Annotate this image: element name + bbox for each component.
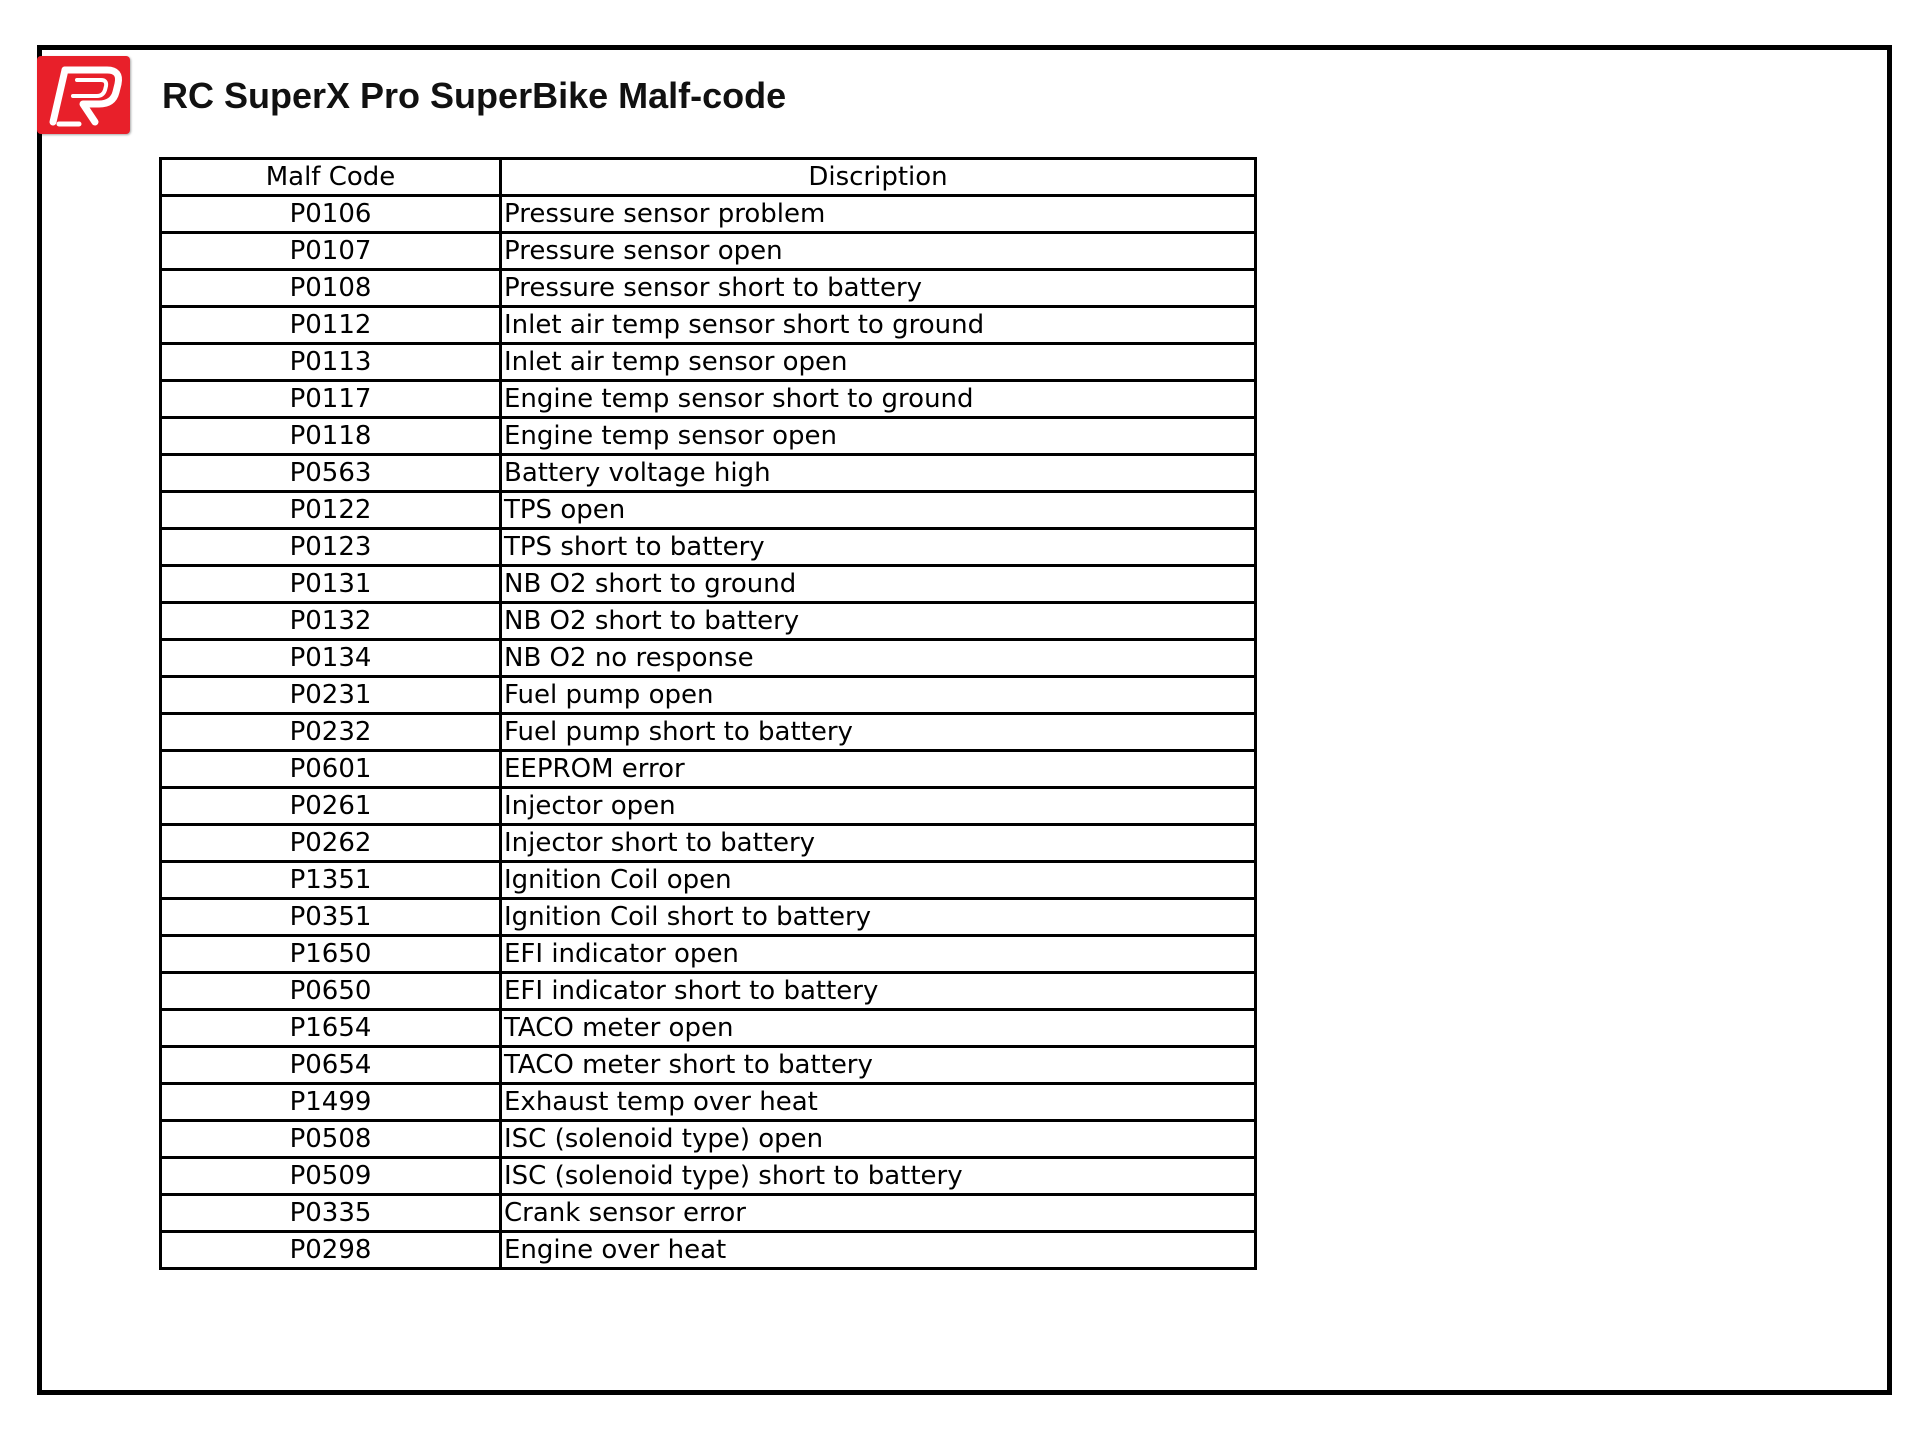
- description-cell: Engine temp sensor short to ground: [501, 381, 1256, 418]
- table-row: [161, 455, 1256, 492]
- table-header-row: [161, 159, 1256, 196]
- description-cell: Crank sensor error: [501, 1195, 1256, 1232]
- description-cell: Pressure sensor problem: [501, 196, 1256, 233]
- description-cell: TPS short to battery: [501, 529, 1256, 566]
- malf-code-cell: P0231: [161, 677, 501, 714]
- column-header-description: Discription: [501, 159, 1256, 196]
- description-cell: Ignition Coil open: [501, 862, 1256, 899]
- description-cell: Exhaust temp over heat: [501, 1084, 1256, 1121]
- description-cell: Injector short to battery: [501, 825, 1256, 862]
- malf-code-cell: P1351: [161, 862, 501, 899]
- table-row: [161, 714, 1256, 751]
- page-title: RC SuperX Pro SuperBike Malf-code: [162, 75, 787, 116]
- malf-code-cell: P0298: [161, 1232, 501, 1269]
- malf-code-cell: P1499: [161, 1084, 501, 1121]
- malf-code-cell: P0131: [161, 566, 501, 603]
- table-row: [161, 603, 1256, 640]
- malf-code-cell: P0563: [161, 455, 501, 492]
- description-cell: NB O2 short to ground: [501, 566, 1256, 603]
- table-row: [161, 270, 1256, 307]
- malf-code-cell: P0112: [161, 307, 501, 344]
- description-cell: Injector open: [501, 788, 1256, 825]
- table-row: [161, 529, 1256, 566]
- malf-code-cell: P0107: [161, 233, 501, 270]
- description-cell: Fuel pump open: [501, 677, 1256, 714]
- malf-code-cell: P0650: [161, 973, 501, 1010]
- description-cell: Engine temp sensor open: [501, 418, 1256, 455]
- description-cell: TPS open: [501, 492, 1256, 529]
- description-cell: EFI indicator short to battery: [501, 973, 1256, 1010]
- malf-code-cell: P0601: [161, 751, 501, 788]
- malf-code-cell: P0509: [161, 1158, 501, 1195]
- malf-code-cell: P0134: [161, 640, 501, 677]
- table-row: [161, 788, 1256, 825]
- malf-code-cell: P0123: [161, 529, 501, 566]
- description-cell: ISC (solenoid type) short to battery: [501, 1158, 1256, 1195]
- r-logo-icon: [37, 56, 130, 134]
- table-row: [161, 196, 1256, 233]
- table-row: [161, 1047, 1256, 1084]
- table-row: [161, 825, 1256, 862]
- table-row: [161, 381, 1256, 418]
- table-row: [161, 751, 1256, 788]
- malf-code-cell: P0232: [161, 714, 501, 751]
- table-row: [161, 677, 1256, 714]
- malf-code-table: [159, 157, 1257, 1270]
- table-row: [161, 233, 1256, 270]
- malf-code-cell: P0132: [161, 603, 501, 640]
- table-row: [161, 344, 1256, 381]
- malf-code-cell: P1650: [161, 936, 501, 973]
- table-row: [161, 1232, 1256, 1269]
- malf-code-cell: P0262: [161, 825, 501, 862]
- table-row: [161, 899, 1256, 936]
- malf-code-cell: P0508: [161, 1121, 501, 1158]
- description-cell: TACO meter open: [501, 1010, 1256, 1047]
- malf-code-cell: P0106: [161, 196, 501, 233]
- malf-code-cell: P0113: [161, 344, 501, 381]
- table-row: [161, 973, 1256, 1010]
- table-row: [161, 1010, 1256, 1047]
- description-cell: Battery voltage high: [501, 455, 1256, 492]
- description-cell: Pressure sensor short to battery: [501, 270, 1256, 307]
- description-cell: NB O2 short to battery: [501, 603, 1256, 640]
- malf-code-cell: P0117: [161, 381, 501, 418]
- description-cell: Pressure sensor open: [501, 233, 1256, 270]
- malf-code-cell: P0122: [161, 492, 501, 529]
- table-row: [161, 566, 1256, 603]
- malf-code-cell: P0261: [161, 788, 501, 825]
- description-cell: Fuel pump short to battery: [501, 714, 1256, 751]
- description-cell: Ignition Coil short to battery: [501, 899, 1256, 936]
- table-row: [161, 418, 1256, 455]
- malf-code-cell: P0335: [161, 1195, 501, 1232]
- malf-code-cell: P0654: [161, 1047, 501, 1084]
- table-row: [161, 1121, 1256, 1158]
- table-row: [161, 640, 1256, 677]
- description-cell: NB O2 no response: [501, 640, 1256, 677]
- description-cell: EFI indicator open: [501, 936, 1256, 973]
- description-cell: TACO meter short to battery: [501, 1047, 1256, 1084]
- table-row: [161, 492, 1256, 529]
- description-cell: Inlet air temp sensor open: [501, 344, 1256, 381]
- table-body: [161, 196, 1256, 1269]
- table-row: [161, 862, 1256, 899]
- table-row: [161, 1084, 1256, 1121]
- table-row: [161, 1195, 1256, 1232]
- description-cell: EEPROM error: [501, 751, 1256, 788]
- malf-code-cell: P0118: [161, 418, 501, 455]
- table-row: [161, 307, 1256, 344]
- malf-code-cell: P0351: [161, 899, 501, 936]
- malf-code-cell: P0108: [161, 270, 501, 307]
- column-header-malf-code: Malf Code: [161, 159, 501, 196]
- description-cell: Engine over heat: [501, 1232, 1256, 1269]
- table-row: [161, 1158, 1256, 1195]
- description-cell: Inlet air temp sensor short to ground: [501, 307, 1256, 344]
- description-cell: ISC (solenoid type) open: [501, 1121, 1256, 1158]
- malf-code-cell: P1654: [161, 1010, 501, 1047]
- table-row: [161, 936, 1256, 973]
